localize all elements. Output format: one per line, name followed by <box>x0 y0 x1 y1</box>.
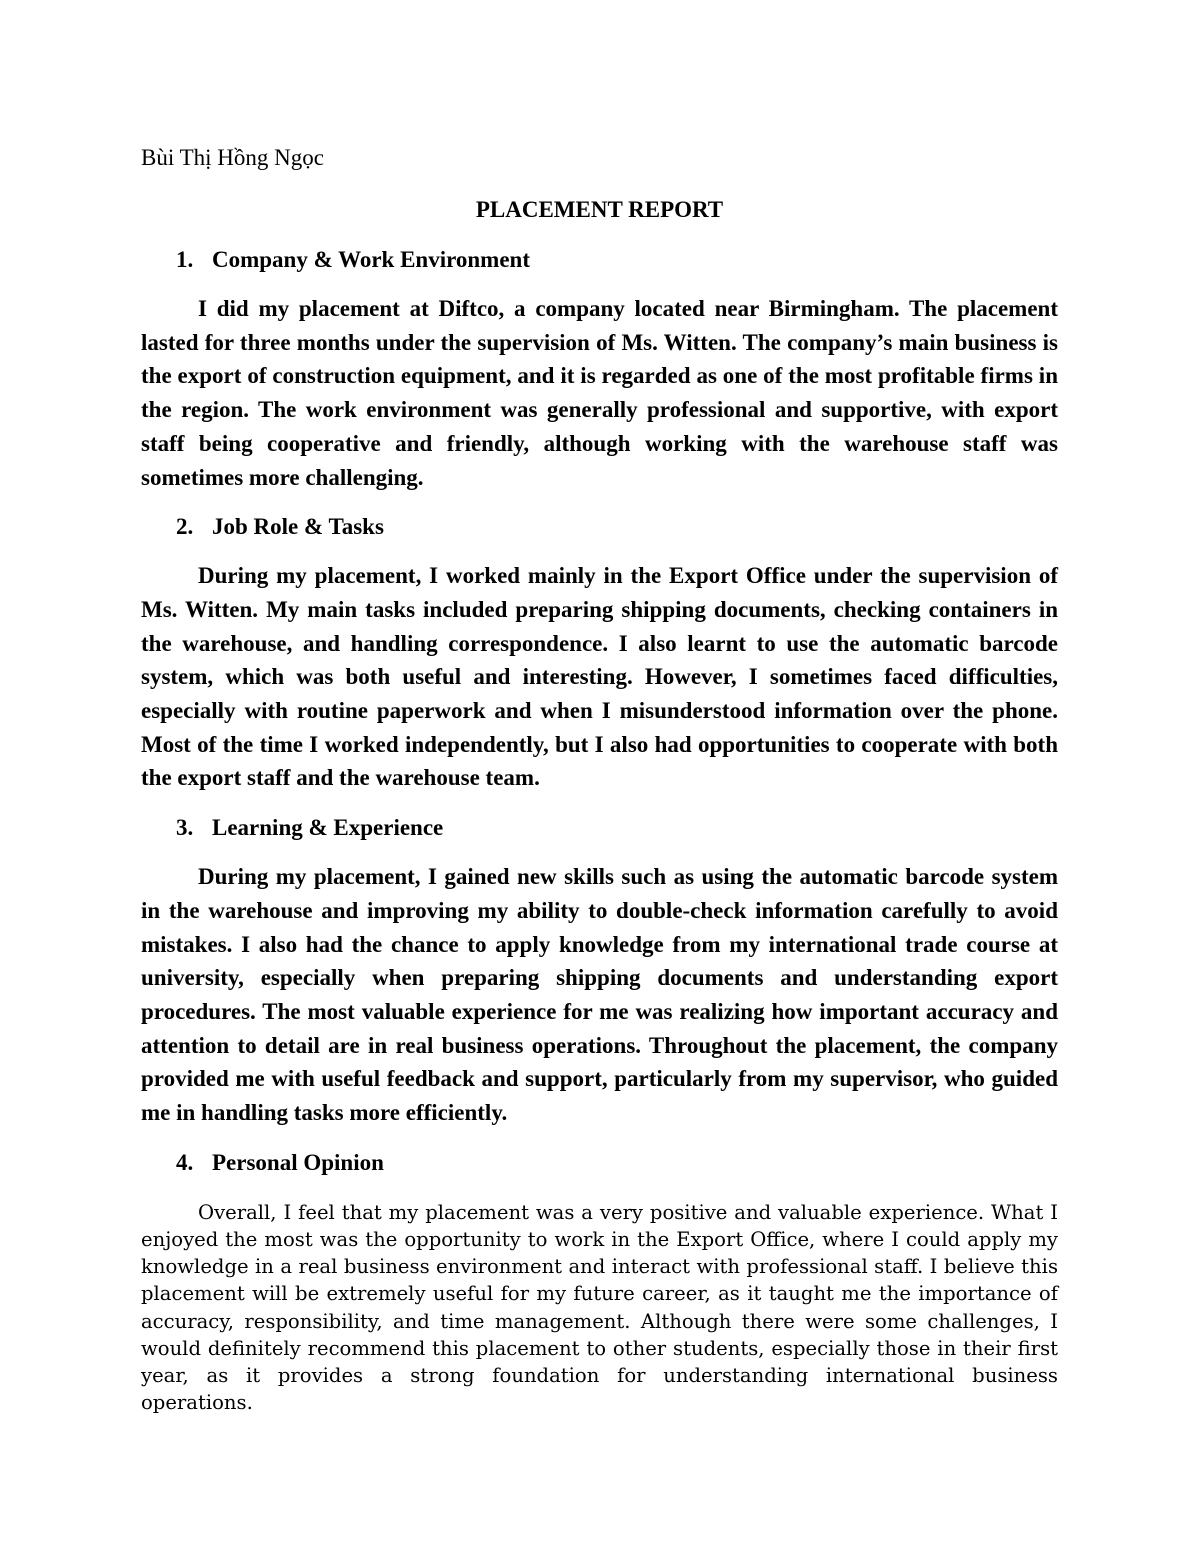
report-title: PLACEMENT REPORT <box>475 197 724 222</box>
section-title: Job Role & Tasks <box>212 514 384 540</box>
section-title: Personal Opinion <box>212 1149 384 1175</box>
document-page <box>141 138 1058 1433</box>
section-title: Company & Work Environment <box>212 247 531 272</box>
section-paragraph-job-role: During my placement, I worked mainly in the Export Office under the supervision of Ms. Witten. My main tasks included preparing shipping documents, checking containers in the warehouse, and handling correspondence. I also learnt to use the automatic barcode system, which was both useful and interesting. However, I sometimes faced difficulties, especially with routine paperwork and when I misunderstood information over the phone. Most of the time I worked independently, but I also had opportunities to cooperate with both the export staff and the warehouse team. <box>141 563 1058 791</box>
section-heading-opinion <box>141 1147 1058 1179</box>
section-number: 3. <box>176 815 194 841</box>
section-paragraph-opinion: Overall, I feel that my placement was a very positive and valuable experience. What I enjoyed the most was the opportunity to work in the Export Office, where I could apply my knowledge in a real business environment and interact with professional staff. I believe this placement will be extremely useful for my future career, as it taught me the importance of accuracy, responsibility, and time management. Although there were some challenges, I would definitely recommend this placement to other students, especially those in their first year, as it provides a strong foundation for understanding international business operations. <box>141 1200 1058 1415</box>
section-paragraph-company: I did my placement at Diftco, a company located near Birmingham. The placement lasted for three months under the supervision of Ms. Witten. The company’s main business is the export of construction equipment, and it is regarded as one of the most profitable firms in the region. The work environment was generally professional and supportive, with export staff being cooperative and friendly, although working with the warehouse staff was sometimes more challenging. <box>141 296 1058 490</box>
section-number: 4. <box>176 1149 194 1175</box>
section-heading-learning <box>141 812 1058 844</box>
section-number: 2. <box>176 514 194 540</box>
section-heading-job-role <box>141 511 1058 543</box>
section-number: 1. <box>176 247 194 272</box>
author-name: Bùi Thị Hồng Ngọc <box>141 145 324 170</box>
section-title: Learning & Experience <box>212 815 444 841</box>
section-paragraph-learning: During my placement, I gained new skills such as using the automatic barcode system in the warehouse and improving my ability to double-check information carefully to avoid mistakes. I also had the chance to apply knowledge from my international trade course at university, especially when preparing shipping documents and understanding export procedures. The most valuable experience for me was realizing how important accuracy and attention to detail are in real business operations. Throughout the placement, the company provided me with useful feedback and support, particularly from my supervisor, who guided me in handling tasks more efficiently. <box>141 864 1058 1126</box>
section-heading-company <box>141 244 1058 276</box>
